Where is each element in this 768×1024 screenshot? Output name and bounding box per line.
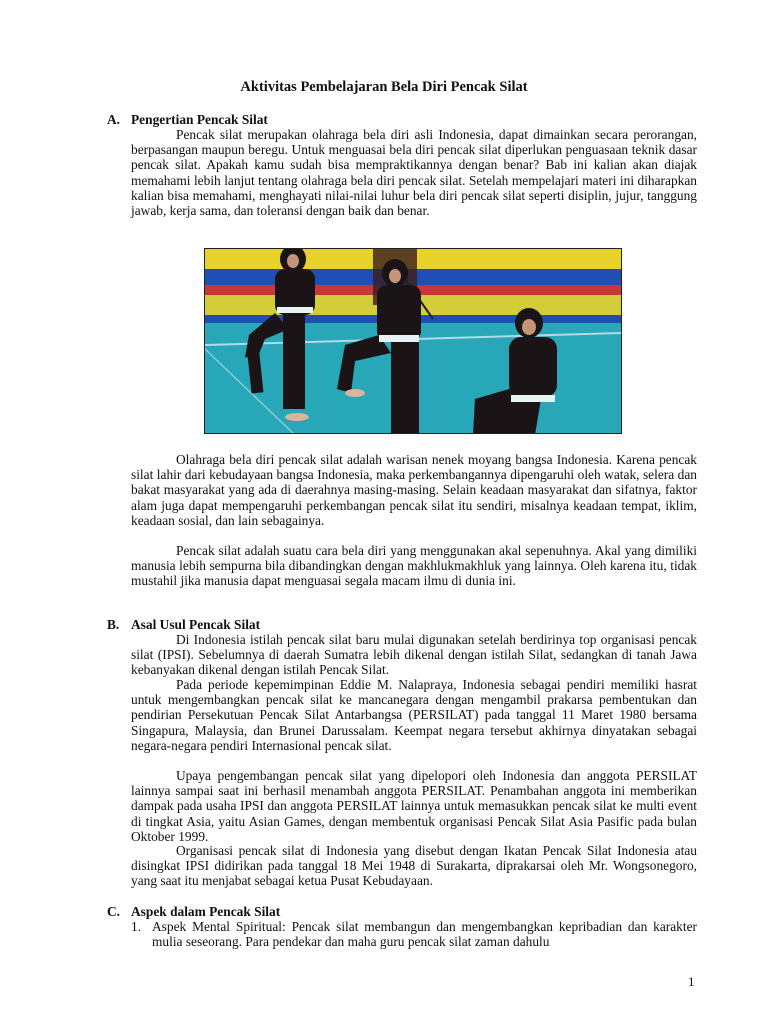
paragraph: Pada periode kepemimpinan Eddie M. Nalapraya, Indonesia sebagai pendiri memiliki hasrat untuk mengembangkan pencak silat ke mancanegara dengan mengambil prakarsa pembentukan dan pendirian Persekutuan Pencak Silat Antarbangsa (PERSILAT) pada tanggal 11 Maret 1980 bersama Singapura, Malaysia, dan Brunei Darussalam. Keempat negara tersebut akhirnya dinyatakan sebagai negara-negara pendiri Internasional pencak silat. bbox=[131, 677, 697, 753]
paragraph: Organisasi pencak silat di Indonesia yang disebut dengan Ikatan Pencak Silat Indonesia atau disingkat IPSI didirikan pada tanggal 18 Mei 1948 di Surakarta, diprakarsai oleh Mr. Wongsonegoro, yang saat itu menjabat sebagai ketua Pusat Kebudayaan. bbox=[131, 843, 697, 889]
athletes-illustration bbox=[205, 249, 622, 434]
section-letter: C. bbox=[107, 904, 121, 919]
section-letter: B. bbox=[107, 617, 120, 632]
section-letter: A. bbox=[107, 112, 121, 127]
paragraph: Upaya pengembangan pencak silat yang dipelopori oleh Indonesia dan anggota PERSILAT lainnya sampai saat ini berhasil menambah anggota PERSILAT. Penambahan anggota ini memberikan dampak pada usaha IPSI dan anggota PERSILAT lainnya untuk memasukkan pencak silat ke multi event di tingkat Asia, yaitu Asian Games, dengan membentuk organisasi Pencak Silat Asia Pasific pada bulan Oktober 1999. bbox=[131, 768, 697, 844]
page-number: 1 bbox=[688, 974, 695, 989]
page-title: Aktivitas Pembelajaran Bela Diri Pencak Silat bbox=[240, 79, 528, 95]
paragraph: Pencak silat adalah suatu cara bela diri yang menggunakan akal sepenuhnya. Akal yang dimiliki manusia lebih sempurna bila dibandingkan dengan makhlukmakhluk yang lainnya. Oleh karena itu, tidak mustahil jika manusia dapat menguasai segala macam ilmu di dunia ini. bbox=[131, 543, 697, 589]
section-heading-c bbox=[107, 904, 280, 919]
paragraph: Pencak silat merupakan olahraga bela diri asli Indonesia, dapat dimainkan secara perorangan, berpasangan maupun beregu. Untuk menguasai bela diri pencak silat diperlukan penguasaan teknik dasar pencak silat. Apakah kamu sudah bisa mempraktikannya dengan benar? Bab ini kalian akan diajak memahami lebih lanjut tentang olahraga bela diri pencak silat. Setelah mempelajari materi ini diharapkan kalian bisa memahami, menghayati nilai-nilai luhur bela diri pencak silat seperti disiplin, jujur, tanggung jawab, kerja sama, dan toleransi dengan baik dan benar. bbox=[131, 127, 697, 219]
section-title: Pengertian Pencak Silat bbox=[131, 112, 268, 127]
section-title: Aspek dalam Pencak Silat bbox=[131, 904, 281, 919]
list-text: Aspek Mental Spiritual: Pencak silat membangun dan mengembangkan kepribadian dan karakter mulia seseorang. Para pendekar dan maha guru pencak silat zaman dahulu bbox=[152, 919, 697, 950]
paragraph: Di Indonesia istilah pencak silat baru mulai digunakan setelah berdirinya top organisasi pencak silat (IPSI). Sebelumnya di daerah Sumatra lebih dikenal dengan istilah Silat, sedangkan di tanah Jawa kebanyakan dikenal dengan istilah Pencak Silat. bbox=[131, 632, 697, 678]
pencak-silat-photo bbox=[204, 248, 622, 434]
section-heading-a bbox=[107, 112, 268, 127]
section-title: Asal Usul Pencak Silat bbox=[131, 617, 261, 632]
section-heading-b bbox=[107, 617, 260, 632]
paragraph: Olahraga bela diri pencak silat adalah warisan nenek moyang bangsa Indonesia. Karena pencak silat lahir dari kebudayaan bangsa Indonesia, maka perkembangannya dipengaruhi oleh watak, selera dan bakat masyarakat yang ada di daerahnya masing-masing. Selain keadaan masyarakat dan sifatnya, faktor alam juga dapat mempengaruhi perkembangan pencak silat itu sendiri, misalnya keadaan tempat, iklim, keadaan sosial, dan lain sebagainya. bbox=[131, 452, 697, 528]
list-item bbox=[131, 919, 697, 949]
list-number: 1. bbox=[131, 919, 142, 934]
